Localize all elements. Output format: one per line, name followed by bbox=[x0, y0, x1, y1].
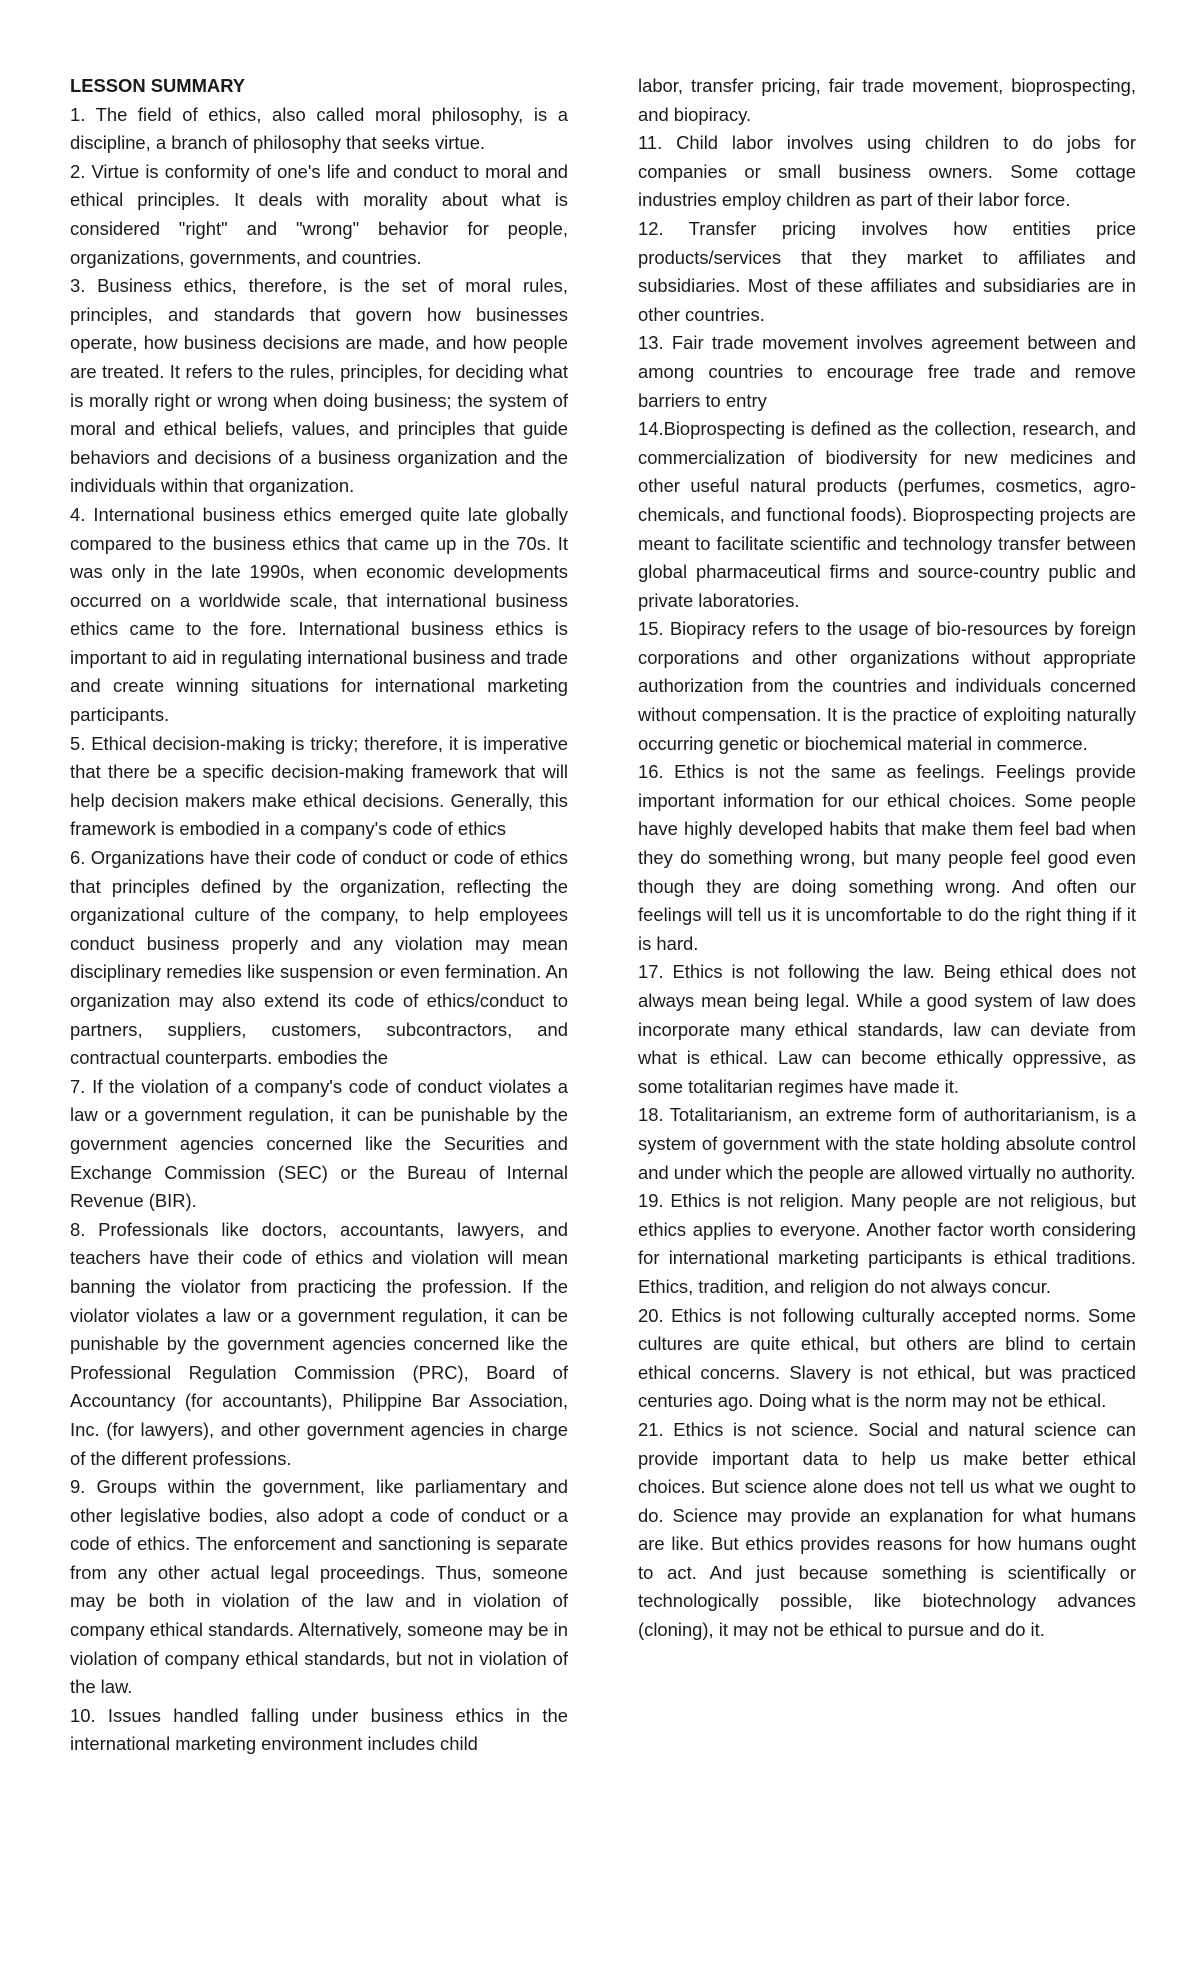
summary-item-20: 20. Ethics is not following culturally accepted norms. Some cultures are quite ethical, but others are blind to certain ethical concerns. Slavery is not ethical, but was practiced centuries ago. Doing what is the norm may not be ethical. bbox=[638, 1304, 1136, 1412]
summary-item-1: 1. The field of ethics, also called moral philosophy, is a discipline, a branch of philosophy that seeks virtue. bbox=[70, 103, 568, 154]
summary-item-16: 16. Ethics is not the same as feelings. Feelings provide important information for our ethical choices. Some people have highly developed habits that make them feel bad when they do something wrong, but many people feel good even though they are doing something wrong. And often our feelings will tell us it is uncomfortable to do the right thing if it is hard. bbox=[638, 761, 1136, 954]
summary-item-10-start: 10. Issues handled falling under business ethics in the international marketing environment includes child bbox=[70, 1704, 568, 1755]
summary-item-6: 6. Organizations have their code of conduct or code of ethics that principles defined by the organization, reflecting the organizational culture of the company, to help employees conduct business properly and any violation may mean disciplinary remedies like suspension or even fermination. An organization may also extend its code of ethics/conduct to partners, suppliers, customers, subcontractors, and contractual counterparts. embodies the bbox=[70, 847, 568, 1069]
summary-item-21: 21. Ethics is not science. Social and natural science can provide important data to help us make better ethical choices. But science alone does not tell us what we ought to do. Science may provide an explanation for what humans are like. But ethics provides reasons for how humans ought to act. And just because something is scientifically or technologically possible, like biotechnology advances (cloning), it may not be ethical to pursue and do it. bbox=[638, 1418, 1136, 1641]
summary-item-8: 8. Professionals like doctors, accountants, lawyers, and teachers have their code of ethics and violation will mean banning the violator from practicing the profession. If the violator violates a law or a government regulation, it can be punishable by the government agencies concerned like the Professional Regulation Commission (PRC), Board of Accountancy (for accountants), Philippine Bar Association, Inc. (for lawyers), and other government agencies in charge of the different professions. bbox=[70, 1218, 568, 1469]
summary-item-15: 15. Biopiracy refers to the usage of bio-resources by foreign corporations and other organizations without appropriate authorization from the countries and individuals concerned without compensation. It is the practice of exploiting naturally occurring genetic or biochemical material in commerce. bbox=[638, 618, 1136, 754]
summary-item-5: 5. Ethical decision-making is tricky; therefore, it is imperative that there be a specific decision-making framework that will help decision makers make ethical decisions. Generally, this framework is embodied in a company's code of ethics bbox=[70, 732, 568, 840]
summary-item-3: 3. Business ethics, therefore, is the set of moral rules, principles, and standards that govern how businesses operate, how business decisions are made, and how people are treated. It refers to the rules, principles, for deciding what is morally right or wrong when doing business; the system of moral and ethical beliefs, values, and principles that guide behaviors and decisions of a business organization and the individuals within that organization. bbox=[70, 275, 568, 497]
summary-item-13: 13. Fair trade movement involves agreement between and among countries to encourage free trade and remove barriers to entry bbox=[638, 332, 1136, 411]
summary-item-14: 14.Bioprospecting is defined as the collection, research, and commercialization of biodiversity for new medicines and other useful natural products (perfumes, cosmetics, agro-chemicals, and functional foods). Bioprospecting projects are meant to facilitate scientific and technology transfer between global pharmaceutical firms and source-country public and private laboratories. bbox=[638, 418, 1136, 611]
summary-item-7: 7. If the violation of a company's code of conduct violates a law or a government regulation, it can be punishable by the government agencies concerned like the Securities and Exchange Commission (SEC) or the Bureau of Internal Revenue (BIR). bbox=[70, 1075, 568, 1212]
summary-item-19: 19. Ethics is not religion. Many people are not religious, but ethics applies to everyone. Another factor worth considering for international marketing participants is ethical traditions. Ethics, tradition, and religion do not always concur. bbox=[638, 1190, 1136, 1297]
summary-item-10-continued: labor, transfer pricing, fair trade movement, bioprospecting, and biopiracy. bbox=[638, 75, 1136, 125]
summary-item-12: 12. Transfer pricing involves how entities price products/services that they market to affiliates and subsidiaries. Most of these affiliates and subsidiaries are in other countries. bbox=[638, 217, 1136, 325]
right-column bbox=[638, 72, 1136, 1645]
summary-item-9: 9. Groups within the government, like parliamentary and other legislative bodies, also adopt a code of conduct or a code of ethics. The enforcement and sanctioning is separate from any other actual legal proceedings. Thus, someone may be both in violation of the law and in violation of company ethical standards. Alternatively, someone may be in violation of company ethical standards, but not in violation of the law. bbox=[70, 1476, 568, 1698]
summary-item-11: 11. Child labor involves using children to do jobs for companies or small business owners. Some cottage industries employ children as part of their labor force. bbox=[638, 132, 1136, 211]
summary-item-4: 4. International business ethics emerged quite late globally compared to the business ethics that came up in the 70s. It was only in the late 1990s, when economic developments occurred on a worldwide scale, that international business ethics came to the fore. International business ethics is important to aid in regulating international business and trade and create winning situations for international marketing participants. bbox=[70, 503, 568, 726]
lesson-summary-heading: LESSON SUMMARY bbox=[70, 75, 246, 96]
summary-item-18: 18. Totalitarianism, an extreme form of authoritarianism, is a system of government with the state holding absolute control and under which the people are allowed virtually no authority. bbox=[638, 1104, 1136, 1183]
summary-item-2: 2. Virtue is conformity of one's life and conduct to moral and ethical principles. It deals with morality about what is considered "right" and "wrong" behavior for people, organizations, governments, and countries. bbox=[70, 160, 568, 268]
left-column bbox=[70, 72, 568, 1759]
summary-item-17: 17. Ethics is not following the law. Being ethical does not always mean being legal. While a good system of law does incorporate many ethical standards, law can deviate from what is ethical. Law can become ethically oppressive, as some totalitarian regimes have made it. bbox=[638, 961, 1136, 1097]
